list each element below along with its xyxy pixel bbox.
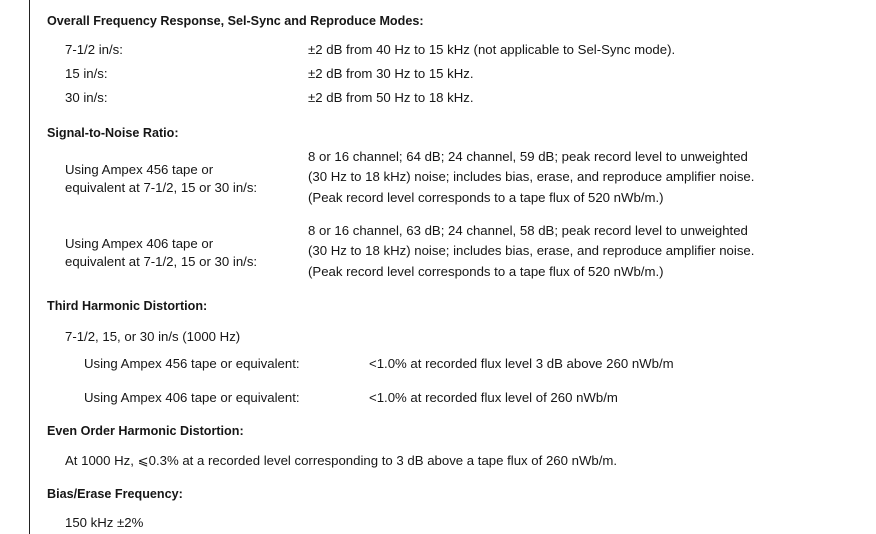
freq-value-2: ±2 dB from 30 Hz to 15 kHz. — [308, 66, 474, 81]
thd-456-label: Using Ampex 456 tape or equivalent: — [84, 356, 300, 371]
thd-subheading: 7-1/2, 15, or 30 in/s (1000 Hz) — [65, 329, 241, 344]
snr-406-label-line-2: equivalent at 7-1/2, 15 or 30 in/s: — [65, 254, 258, 269]
freq-label-2: 15 in/s: — [65, 66, 108, 81]
snr-406-value-line-1: 8 or 16 channel, 63 dB; 24 channel, 58 dB; peak record level to unweighted — [308, 223, 748, 238]
snr-456-label-line-2: equivalent at 7-1/2, 15 or 30 in/s: — [65, 180, 258, 195]
thd-heading: Third Harmonic Distortion: — [47, 299, 208, 313]
freq-value-3: ±2 dB from 50 Hz to 18 kHz. — [308, 90, 474, 105]
freq-label-3: 30 in/s: — [65, 90, 108, 105]
snr-456-value-line-3: (Peak record level corresponds to a tape flux of 520 nWb/m.) — [308, 190, 664, 205]
snr-456-value-line-2: (30 Hz to 18 kHz) noise; includes bias, erase, and reproduce amplifier noise. — [308, 169, 755, 184]
even-heading: Even Order Harmonic Distortion: — [47, 424, 244, 438]
even-text: At 1000 Hz, ⩽0.3% at a recorded level corresponding to 3 dB above a tape flux of 260 nWb/m. — [65, 453, 618, 468]
snr-456-label-line-1: Using Ampex 456 tape or — [65, 162, 214, 177]
freq-heading: Overall Frequency Response, Sel-Sync and Reproduce Modes: — [47, 14, 424, 28]
freq-label-1: 7-1/2 in/s: — [65, 42, 123, 57]
thd-406-value: <1.0% at recorded flux level of 260 nWb/m — [369, 390, 618, 405]
thd-406-label: Using Ampex 406 tape or equivalent: — [84, 390, 300, 405]
snr-heading: Signal-to-Noise Ratio: — [47, 126, 179, 140]
thd-456-value: <1.0% at recorded flux level 3 dB above 260 nWb/m — [369, 356, 674, 371]
bias-heading: Bias/Erase Frequency: — [47, 487, 183, 501]
snr-406-value-line-3: (Peak record level corresponds to a tape flux of 520 nWb/m.) — [308, 264, 664, 279]
bias-text: 150 kHz ±2% — [65, 515, 144, 530]
snr-406-value-line-2: (30 Hz to 18 kHz) noise; includes bias, erase, and reproduce amplifier noise. — [308, 243, 755, 258]
freq-value-1: ±2 dB from 40 Hz to 15 kHz (not applicable to Sel-Sync mode). — [308, 42, 676, 57]
snr-456-value-line-1: 8 or 16 channel; 64 dB; 24 channel, 59 dB; peak record level to unweighted — [308, 149, 748, 164]
snr-406-label-line-1: Using Ampex 406 tape or — [65, 236, 214, 251]
